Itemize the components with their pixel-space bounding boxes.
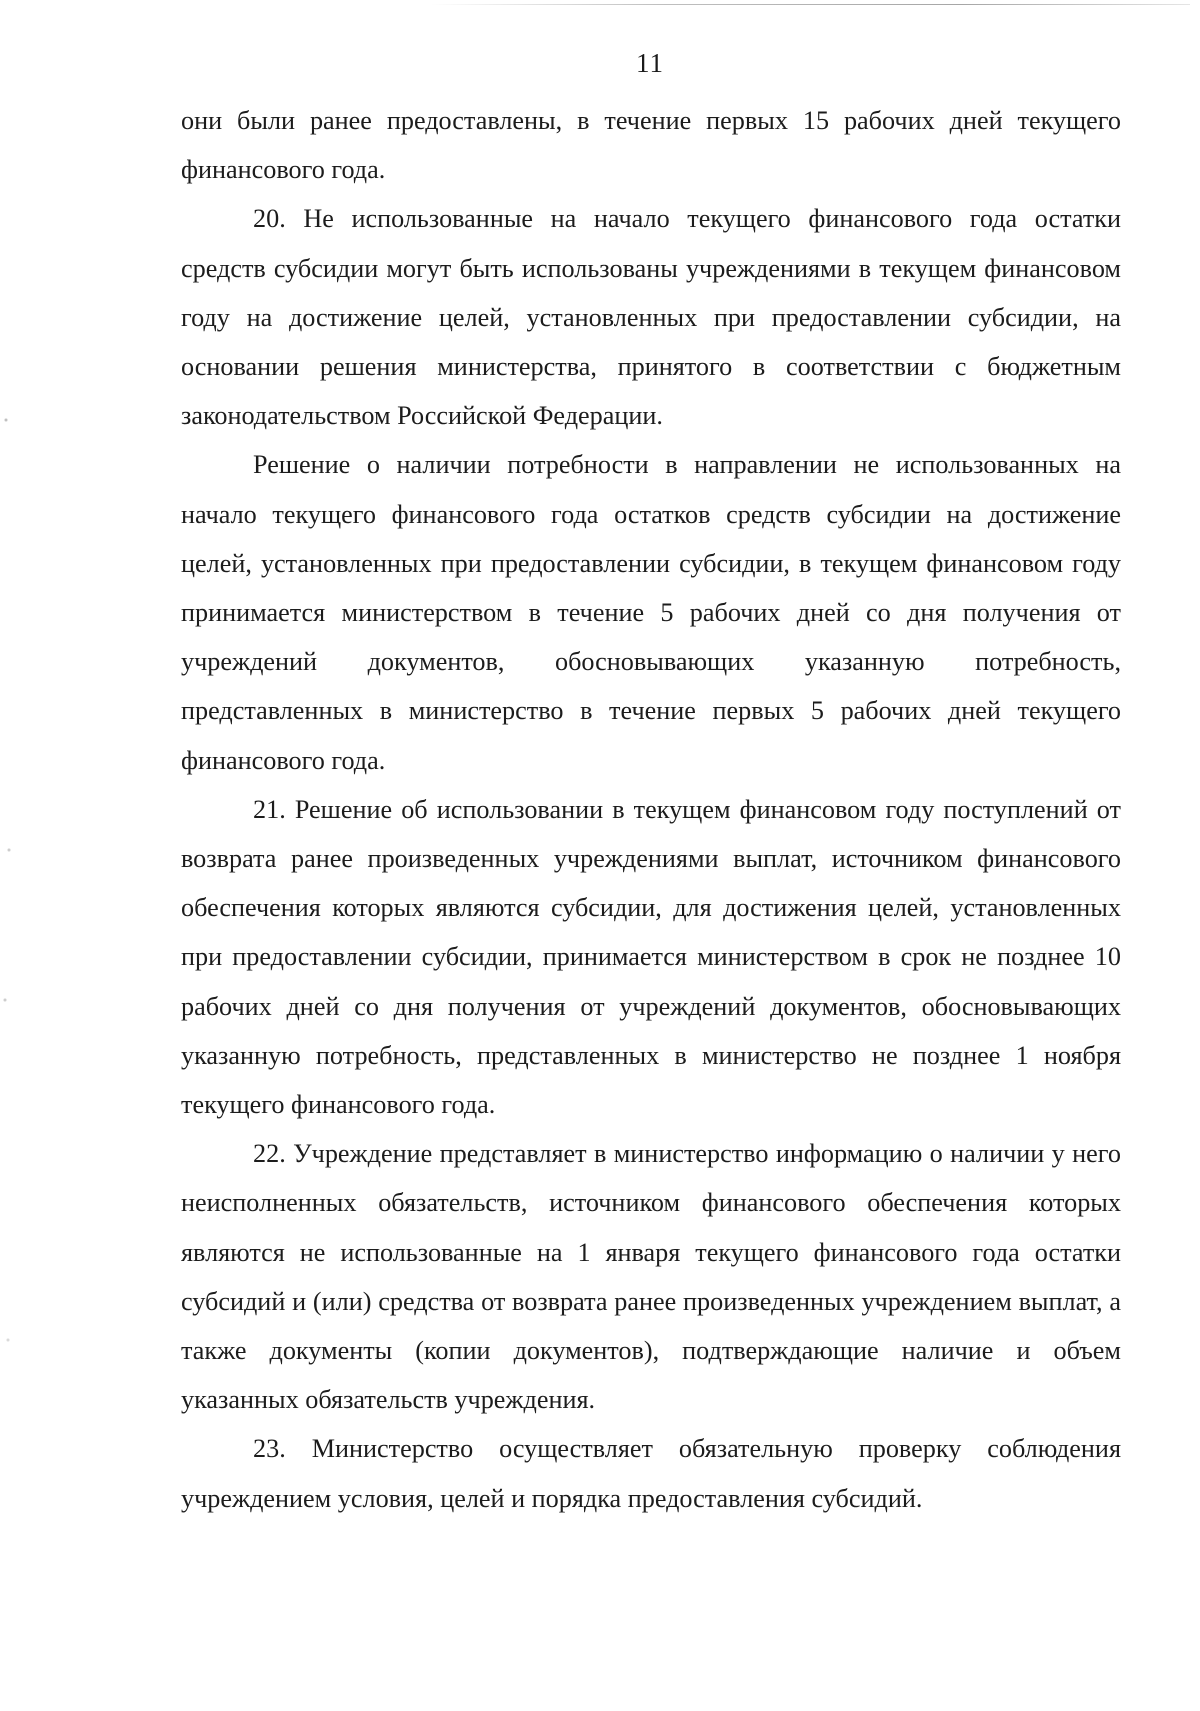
paragraph-item-20-decision: Решение о наличии потребности в направлении не использованных на начало текущего финансового года остатков средств субсидии на достижение целей, установленных при предоставлении субсидии, в текущем финансовом году принимается министерством в течение 5 рабочих дней со дня получения от учреждений документов, обосновывающих указанную потребность, представленных в министерство в течение первых 5 рабочих дней текущего финансового года. — [181, 450, 1121, 775]
scan-artifact-specks — [0, 380, 14, 1480]
document-body — [181, 96, 1121, 1523]
paragraph-item-20: 20. Не использованные на начало текущего финансового года остатки средств субсидии могут быть использованы учреждениями в текущем финансовом году на достижение целей, установленных при предоставлении субсидии, на основании решения министерства, принятого в соответствии с бюджетным законодательством Российской Федерации. — [181, 204, 1121, 431]
scan-artifact-line — [430, 4, 1190, 5]
paragraph-item-22: 22. Учреждение представляет в министерство информацию о наличии у него неисполненных обязательств, источником финансового обеспечения которых являются не использованные на 1 января текущего финансового года остатки субсидий и (или) средства от возврата ранее произведенных учреждением выплат, а также документы (копии документов), подтверждающие наличие и объем указанных обязательств учреждения. — [181, 1139, 1121, 1415]
paragraph-item-21: 21. Решение об использовании в текущем финансовом году поступлений от возврата ранее произведенных учреждениями выплат, источником финансового обеспечения которых являются субсидии, для достижения целей, установленных при предоставлении субсидии, принимается министерством в срок не позднее 10 рабочих дней со дня получения от учреждений документов, обосновывающих указанную потребность, представленных в министерство не позднее 1 ноября текущего финансового года. — [181, 794, 1121, 1120]
paragraph-item-23: 23. Министерство осуществляет обязательную проверку соблюдения учреждением условия, целей и порядка предоставления субсидий. — [181, 1434, 1121, 1513]
page-number: 11 — [636, 48, 664, 78]
paragraph-continuation: они были ранее предоставлены, в течение первых 15 рабочих дней текущего финансового года. — [181, 106, 1121, 185]
